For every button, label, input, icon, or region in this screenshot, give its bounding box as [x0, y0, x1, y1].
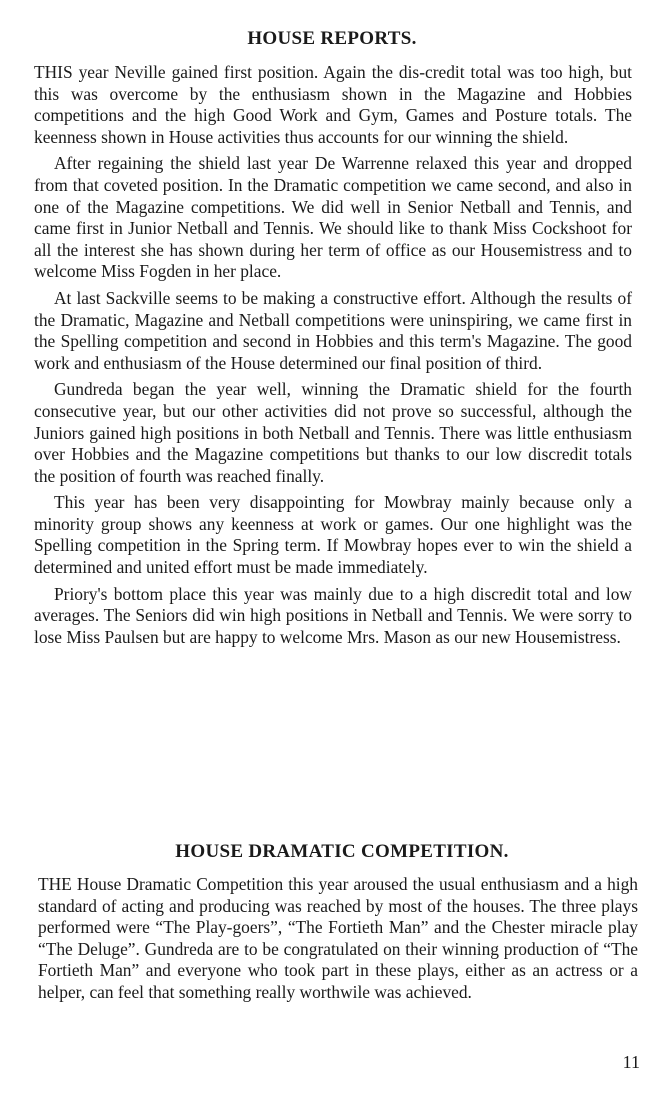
paragraph-priory: Priory's bottom place this year was mainly due to a high discredit total and low averages. The Seniors did win high positions in Netball and Tennis. We were sorry to lose Miss Paulsen but are happy to welcome Mrs. Mason as our new Housemistress. — [34, 583, 632, 647]
house-reports-body — [34, 62, 632, 653]
house-dramatic-body — [38, 874, 638, 1004]
paragraph-gundreda: Gundreda began the year well, winning the Dramatic shield for the fourth consecutive year, but our other activities did not prove so successful, although the Juniors gained high positions in both Netball and Tennis. There was little enthusiasm over Hobbies and the Magazine competitions but thanks to our low discredit totals the position of fourth was reached finally. — [34, 379, 632, 486]
house-reports-title: HOUSE REPORTS. — [247, 28, 417, 49]
house-dramatic-title: HOUSE DRAMATIC COMPETITION. — [175, 841, 509, 862]
page-number: 11 — [622, 1052, 640, 1072]
paragraph-neville: THIS year Neville gained first position. Again the dis-credit total was too high, but this was overcome by the enthusiasm shown in the Magazine and Hobbies competitions and the high Good Work and Gym, Games and Posture totals. The keenness shown in House activities thus accounts for our winning the shield. — [34, 62, 632, 147]
paragraph-dramatic-competition: THE House Dramatic Competition this year aroused the usual enthusiasm and a high standard of acting and producing was reached by most of the houses. The three plays performed were “The Play-goers”, “The Fortieth Man” and the Chester miracle play “The Deluge”. Gundreda are to be congratulated on their winning production of “The Fortieth Man” and everyone who took part in these plays, either as an actress or a helper, can feel that something really worthwile was achieved. — [38, 874, 638, 1002]
paragraph-sackville: At last Sackville seems to be making a constructive effort. Although the results of the Dramatic, Magazine and Netball competitions were uninspiring, we came first in the Spelling competition and second in Hobbies and this term's Magazine. The good work and enthusiasm of the House determined our final position of third. — [34, 287, 632, 373]
paragraph-mowbray: This year has been very disappointing for Mowbray mainly because only a minority group shows any keenness at work or games. Our one highlight was the Spelling competition in the Spring term. If Mowbray hopes ever to win the shield a determined and united effort must be made immediately. — [34, 492, 632, 578]
paragraph-de-warrenne: After regaining the shield last year De Warrenne relaxed this year and dropped from that coveted position. In the Dramatic competition we came second, and also in one of the Magazine competitions. We did well in Senior Netball and Tennis, and came first in Junior Netball and Tennis. We should like to thank Miss Cockshoot for all the interest she has shown during her term of office as our Housemistress and to welcome Miss Fogden in her place. — [34, 153, 632, 282]
